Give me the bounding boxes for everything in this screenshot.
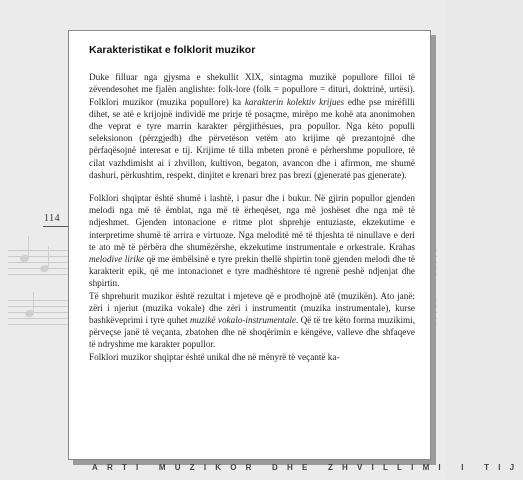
emphasized-term: melodive lirike <box>89 254 145 265</box>
text-run: edhe pse mirëfilli dihet, se atë e krijojnë individë me prirje të posaçme, mirëpo me kohë ata anonimohen dhe veprat e tyre marrin karakter përgjithësues, pra popullor. Nga këto populli seleksionon (përzgjedh) dhe përvetëson vetëm ato krijime që prezantojnë dhe përfaqësojnë interesat e tij. Krijime të tilla mbeten pronë e përhershme popullore, të cilat vazhdimisht ai i zhvillon, kultivon, begaton, avancon dhe i afirmon, me shumë dashuri, përkushtim, respekt, dinjitet e krenari brez pas brezi (gjeneratë pas gjenerate). <box>89 96 415 180</box>
text-run: Duke filluar nga gjysma e shekullit XIX, sintagma muzikë popullore filloi të zëvendesohet me fjalën anglishte: folk-lore (folk = popullore = dituri, doktrinë, urtësi). Folklori muzikor (muzika popullore) ka <box>89 72 415 107</box>
paragraph <box>89 192 415 290</box>
text-run: Folklori shqiptar është shumë i lashtë, i pasur dhe i bukur. Në gjirin popullor gjenden melodi nga më të ëmblat, nga më të ërheqëset, nga më joshëset dhe nga më të ndjeshmet. Gjenden intonacione e ritme plot shprehje entuziaste, ekzekutime e interpretime shumë të arrira e virtuoze. Nga meloditë më të thjeshta të ninullave e deri te ato më të përbëra dhe shumëzërshe, ekzekutime instrumentale e orkestrale. Krahas <box>89 193 415 252</box>
text-run: . Që të tre këto forma muzikimi, përveçse janë të veçanta, zbatohen dhe në shoqërimin e këngëve, valleve dhe shfaqeve të ndryshme me karakter popullor. <box>89 315 415 350</box>
text-run: që me ëmbëlsinë e tyre prekin thellë shpirtin tonë gjenden melodi dhe të karakterit epik, që me intonacionet e tyre madhështore të ngrenë peshë ndjenjat dhe shpirtin. <box>89 254 415 289</box>
paragraph <box>89 71 415 181</box>
text-content <box>89 44 415 363</box>
section-title: Karakteristikat e folklorit muzikor <box>89 44 256 56</box>
text-frame <box>68 30 431 460</box>
note-stem <box>48 246 49 266</box>
text-run: Të shprehurit muzikor është rezultat i mjeteve që e prodhojnë atë (muzikën). Ato janë: zëri i njeriut (muzika vokale) dhe zëri i instrumentit (muzika instrumentale), kurse bashkëveprimi i tyre quhet <box>89 290 415 326</box>
emphasized-term: muzikë vokalo-instrumentale <box>189 315 296 326</box>
paragraph <box>89 351 415 363</box>
paragraph <box>89 290 415 351</box>
note-stem <box>33 292 34 312</box>
emphasized-term: karakterin kolektiv krijues <box>244 96 345 107</box>
page-number: 114 <box>44 213 61 224</box>
text-run: Folklori muzikor shqiptar është unikal dhe në mënyrë të veçantë ka- <box>89 351 340 362</box>
note-stem <box>28 236 29 256</box>
running-footer: ARTI MUZIKOR DHE ZHVILLIMI I TIJ <box>92 463 523 472</box>
